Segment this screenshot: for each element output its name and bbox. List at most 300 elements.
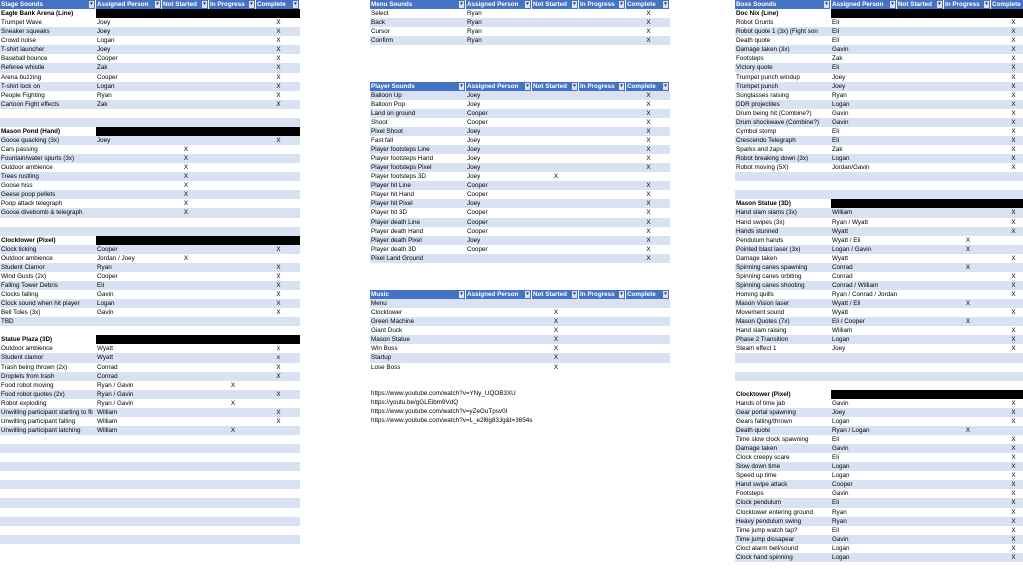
- complete-cell[interactable]: X: [1011, 209, 1016, 217]
- assigned-person-cell[interactable]: [831, 181, 897, 190]
- not-started-cell[interactable]: [897, 308, 944, 317]
- assigned-person-cell[interactable]: [466, 308, 532, 317]
- assigned-person-cell[interactable]: Eli: [832, 454, 839, 462]
- sound-name-cell[interactable]: Damage taken (3x): [736, 46, 790, 54]
- assigned-person-cell[interactable]: Wyatt / Eli: [832, 236, 861, 244]
- sound-name-cell[interactable]: Giant Duck: [371, 327, 403, 335]
- not-started-cell[interactable]: [162, 18, 209, 27]
- assigned-person-cell[interactable]: [96, 317, 162, 326]
- sound-name-cell[interactable]: Clock sound when hit player: [1, 300, 80, 308]
- in-progress-cell[interactable]: [579, 326, 626, 335]
- sound-name-cell[interactable]: Death quote: [736, 37, 771, 45]
- assigned-person-cell[interactable]: [96, 444, 162, 453]
- not-started-cell[interactable]: [532, 18, 579, 27]
- not-started-cell[interactable]: [162, 444, 209, 453]
- not-started-cell[interactable]: [897, 281, 944, 290]
- complete-cell[interactable]: X: [1011, 272, 1016, 280]
- sound-name-cell[interactable]: Player hit Pixel: [371, 200, 413, 208]
- sound-name-cell[interactable]: Cursor: [371, 28, 390, 36]
- not-started-cell[interactable]: X: [553, 309, 559, 317]
- in-progress-cell[interactable]: [579, 190, 626, 199]
- sound-name-cell[interactable]: [735, 372, 831, 381]
- complete-cell[interactable]: X: [1011, 517, 1016, 525]
- in-progress-cell[interactable]: [944, 109, 991, 118]
- in-progress-cell[interactable]: [944, 100, 991, 109]
- complete-cell[interactable]: X: [1011, 46, 1016, 54]
- sound-name-cell[interactable]: Balloon Pop: [371, 100, 405, 108]
- not-started-cell[interactable]: [897, 426, 944, 435]
- complete-cell[interactable]: [256, 154, 300, 163]
- sound-name-cell[interactable]: Trash being thrown (2x): [1, 363, 68, 371]
- sound-name-cell[interactable]: Gears falling/thrown: [736, 417, 792, 425]
- sound-name-cell[interactable]: [0, 508, 96, 517]
- section-title[interactable]: Eagle Bank Arena (Line): [1, 10, 74, 18]
- in-progress-cell[interactable]: [209, 82, 256, 91]
- not-started-cell[interactable]: [162, 390, 209, 399]
- not-started-cell[interactable]: [162, 73, 209, 82]
- sound-name-cell[interactable]: Land on ground: [371, 109, 416, 117]
- in-progress-cell[interactable]: [579, 163, 626, 172]
- sound-name-cell[interactable]: Robot Grunts: [736, 19, 774, 27]
- assigned-person-cell[interactable]: Eli: [832, 136, 839, 144]
- section-title[interactable]: Statue Plaza (3D): [1, 336, 53, 344]
- not-started-cell[interactable]: [162, 326, 209, 335]
- in-progress-cell[interactable]: [579, 236, 626, 245]
- complete-cell[interactable]: [256, 227, 300, 236]
- not-started-cell[interactable]: [897, 417, 944, 426]
- in-progress-cell[interactable]: [209, 100, 256, 109]
- assigned-person-cell[interactable]: Zak: [97, 100, 108, 108]
- complete-cell[interactable]: [256, 462, 300, 471]
- assigned-person-cell[interactable]: [96, 181, 162, 190]
- assigned-person-cell[interactable]: Joey: [97, 19, 111, 27]
- in-progress-cell[interactable]: [579, 145, 626, 154]
- complete-cell[interactable]: [256, 471, 300, 480]
- in-progress-cell[interactable]: [944, 308, 991, 317]
- sound-name-cell[interactable]: Fountain/water spurts (3x): [1, 155, 75, 163]
- assigned-person-cell[interactable]: [96, 498, 162, 507]
- in-progress-cell[interactable]: [944, 453, 991, 462]
- complete-cell[interactable]: [256, 199, 300, 208]
- complete-cell[interactable]: X: [1011, 544, 1016, 552]
- sound-name-cell[interactable]: Mason Statue: [371, 336, 410, 344]
- complete-cell[interactable]: [256, 489, 300, 498]
- sound-name-cell[interactable]: [0, 435, 96, 444]
- complete-cell[interactable]: [256, 254, 300, 263]
- not-started-cell[interactable]: [897, 227, 944, 236]
- complete-cell[interactable]: X: [1011, 146, 1016, 153]
- not-started-cell[interactable]: [897, 553, 944, 562]
- assigned-person-cell[interactable]: Ryan / Logan: [832, 426, 870, 434]
- not-started-cell[interactable]: [162, 308, 209, 317]
- complete-cell[interactable]: X: [646, 28, 651, 36]
- assigned-person-cell[interactable]: Eli: [832, 37, 839, 45]
- sound-name-cell[interactable]: Drum shockwave (Combine?): [736, 118, 819, 126]
- not-started-cell[interactable]: [897, 498, 944, 507]
- not-started-cell[interactable]: [162, 363, 209, 372]
- assigned-person-cell[interactable]: William: [97, 417, 118, 425]
- not-started-cell[interactable]: [897, 172, 944, 181]
- complete-cell[interactable]: X: [646, 91, 651, 99]
- in-progress-cell[interactable]: [579, 218, 626, 227]
- complete-cell[interactable]: [256, 381, 300, 390]
- in-progress-cell[interactable]: [944, 82, 991, 91]
- not-started-cell[interactable]: [162, 453, 209, 462]
- sound-name-cell[interactable]: Robot moving (5X): [736, 164, 789, 172]
- assigned-person-cell[interactable]: Ryan: [832, 91, 847, 99]
- sound-name-cell[interactable]: Hand slam slams (3x): [736, 209, 797, 217]
- complete-cell[interactable]: X: [1011, 155, 1016, 163]
- sound-name-cell[interactable]: Baseball bounce: [1, 55, 48, 63]
- in-progress-cell[interactable]: X: [965, 263, 971, 271]
- not-started-cell[interactable]: [897, 462, 944, 471]
- complete-cell[interactable]: X: [646, 136, 651, 144]
- in-progress-cell[interactable]: [944, 172, 991, 181]
- sound-name-cell[interactable]: Cymbol stomp: [736, 127, 777, 135]
- sound-name-cell[interactable]: Player hit Hand: [371, 191, 415, 199]
- not-started-cell[interactable]: [532, 254, 579, 263]
- complete-cell[interactable]: [256, 109, 300, 118]
- sound-name-cell[interactable]: [0, 517, 96, 526]
- sound-name-cell[interactable]: Goose quacking (3x): [1, 136, 60, 144]
- reference-link[interactable]: https://www.youtube.com/watch?v=L_e2l6g83Jg&t=3654s: [371, 417, 533, 425]
- in-progress-cell[interactable]: [209, 118, 256, 127]
- complete-cell[interactable]: X: [1011, 55, 1016, 63]
- in-progress-cell[interactable]: [209, 290, 256, 299]
- not-started-cell[interactable]: [897, 45, 944, 54]
- not-started-cell[interactable]: [897, 372, 944, 381]
- in-progress-cell[interactable]: X: [230, 426, 236, 434]
- not-started-cell[interactable]: [162, 100, 209, 109]
- not-started-cell[interactable]: [162, 408, 209, 417]
- complete-cell[interactable]: X: [1011, 463, 1016, 471]
- not-started-cell[interactable]: [162, 299, 209, 308]
- complete-cell[interactable]: [991, 426, 1023, 435]
- complete-cell[interactable]: X: [1011, 254, 1016, 262]
- sound-name-cell[interactable]: Damage taken: [736, 445, 777, 453]
- not-started-cell[interactable]: [897, 208, 944, 217]
- in-progress-cell[interactable]: [944, 290, 991, 299]
- column-header-filter[interactable]: Complete ▾: [626, 82, 670, 91]
- sound-name-cell[interactable]: Sunglasses raising: [736, 91, 789, 99]
- assigned-person-cell[interactable]: Joey: [97, 136, 111, 144]
- assigned-person-cell[interactable]: Joey: [832, 73, 846, 81]
- not-started-cell[interactable]: [897, 363, 944, 372]
- sound-name-cell[interactable]: Sneaker squeaks: [1, 28, 50, 36]
- in-progress-cell[interactable]: [944, 45, 991, 54]
- assigned-person-cell[interactable]: [96, 145, 162, 154]
- in-progress-cell[interactable]: [944, 489, 991, 498]
- sound-name-cell[interactable]: Shoot: [371, 118, 388, 126]
- assigned-person-cell[interactable]: Joey: [467, 136, 481, 144]
- in-progress-cell[interactable]: X: [965, 236, 971, 244]
- column-header-filter[interactable]: In Progress ▾: [579, 290, 626, 299]
- section-header-fill[interactable]: [96, 335, 300, 344]
- assigned-person-cell[interactable]: [466, 363, 532, 372]
- not-started-cell[interactable]: [897, 218, 944, 227]
- assigned-person-cell[interactable]: Zak: [832, 146, 843, 153]
- in-progress-cell[interactable]: [579, 363, 626, 372]
- assigned-person-cell[interactable]: Joey: [832, 82, 846, 90]
- complete-cell[interactable]: X: [276, 390, 281, 398]
- in-progress-cell[interactable]: [579, 344, 626, 353]
- assigned-person-cell[interactable]: Cooper: [467, 218, 488, 226]
- sound-name-cell[interactable]: Footsteps: [736, 490, 764, 498]
- complete-cell[interactable]: X: [276, 263, 281, 271]
- not-started-cell[interactable]: [162, 508, 209, 517]
- assigned-person-cell[interactable]: Joey: [832, 408, 846, 416]
- not-started-cell[interactable]: X: [183, 254, 189, 262]
- sound-name-cell[interactable]: Clock hand spinning: [736, 553, 793, 561]
- in-progress-cell[interactable]: [944, 136, 991, 145]
- assigned-person-cell[interactable]: Conrad: [97, 372, 118, 380]
- sound-name-cell[interactable]: Hand swipes (3x): [736, 218, 785, 226]
- in-progress-cell[interactable]: X: [230, 399, 236, 407]
- complete-cell[interactable]: [991, 372, 1023, 381]
- assigned-person-cell[interactable]: [466, 353, 532, 362]
- assigned-person-cell[interactable]: Zak: [832, 55, 843, 63]
- assigned-person-cell[interactable]: Wyatt: [832, 227, 849, 235]
- section-header-fill[interactable]: [96, 236, 300, 245]
- complete-cell[interactable]: X: [646, 146, 651, 154]
- not-started-cell[interactable]: [162, 480, 209, 489]
- in-progress-cell[interactable]: [579, 36, 626, 45]
- complete-cell[interactable]: X: [646, 109, 651, 117]
- complete-cell[interactable]: X: [646, 236, 651, 244]
- assigned-person-cell[interactable]: Joey: [467, 91, 481, 99]
- assigned-person-cell[interactable]: Cooper: [467, 191, 488, 199]
- not-started-cell[interactable]: [897, 236, 944, 245]
- complete-cell[interactable]: X: [1011, 136, 1016, 144]
- assigned-person-cell[interactable]: Joey: [467, 127, 481, 135]
- complete-cell[interactable]: X: [646, 164, 651, 172]
- not-started-cell[interactable]: X: [183, 182, 189, 190]
- in-progress-cell[interactable]: [209, 199, 256, 208]
- section-header-fill[interactable]: [831, 390, 1023, 399]
- sound-name-cell[interactable]: [0, 526, 96, 535]
- assigned-person-cell[interactable]: Joey: [467, 164, 481, 172]
- assigned-person-cell[interactable]: Gavin: [97, 291, 114, 298]
- column-header-filter[interactable]: Not Started ▾: [162, 0, 209, 9]
- assigned-person-cell[interactable]: Ryan: [97, 263, 112, 271]
- in-progress-cell[interactable]: [944, 91, 991, 100]
- in-progress-cell[interactable]: [944, 118, 991, 127]
- sound-name-cell[interactable]: Player death 3D: [371, 245, 417, 253]
- assigned-person-cell[interactable]: [96, 154, 162, 163]
- column-header-filter[interactable]: Complete ▾: [626, 290, 670, 299]
- in-progress-cell[interactable]: [209, 326, 256, 335]
- not-started-cell[interactable]: X: [183, 146, 189, 153]
- not-started-cell[interactable]: [897, 299, 944, 308]
- complete-cell[interactable]: [256, 118, 300, 127]
- section-title[interactable]: Mason Statue (3D): [736, 200, 791, 208]
- in-progress-cell[interactable]: [579, 18, 626, 27]
- in-progress-cell[interactable]: [209, 227, 256, 236]
- assigned-person-cell[interactable]: [831, 172, 897, 181]
- in-progress-cell[interactable]: [579, 27, 626, 36]
- sound-name-cell[interactable]: [735, 172, 831, 181]
- complete-cell[interactable]: X: [1011, 100, 1016, 108]
- assigned-person-cell[interactable]: Ryan: [467, 37, 482, 45]
- assigned-person-cell[interactable]: Joey: [467, 100, 481, 108]
- in-progress-cell[interactable]: [944, 544, 991, 553]
- assigned-person-cell[interactable]: Cooper: [97, 73, 118, 81]
- sound-name-cell[interactable]: Player hit Line: [371, 182, 411, 190]
- assigned-person-cell[interactable]: Wyatt: [97, 345, 114, 353]
- sound-name-cell[interactable]: Hand slam raising: [736, 327, 787, 335]
- in-progress-cell[interactable]: [209, 480, 256, 489]
- sound-name-cell[interactable]: Menu: [371, 300, 387, 308]
- in-progress-cell[interactable]: [209, 408, 256, 417]
- complete-cell[interactable]: [626, 172, 670, 181]
- not-started-cell[interactable]: X: [553, 363, 559, 371]
- sound-name-cell[interactable]: [735, 381, 831, 390]
- sound-name-cell[interactable]: Heavy pendulum swing: [736, 517, 802, 525]
- section-header-fill[interactable]: [96, 127, 300, 136]
- not-started-cell[interactable]: X: [183, 173, 189, 181]
- assigned-person-cell[interactable]: [466, 326, 532, 335]
- not-started-cell[interactable]: [162, 526, 209, 535]
- not-started-cell[interactable]: [162, 263, 209, 272]
- sound-name-cell[interactable]: Robot quote 1 (3x) (Fight son: [736, 28, 818, 36]
- assigned-person-cell[interactable]: William: [832, 209, 853, 217]
- sound-name-cell[interactable]: Arena buzzing: [1, 73, 42, 81]
- in-progress-cell[interactable]: [579, 9, 626, 18]
- assigned-person-cell[interactable]: [96, 489, 162, 498]
- complete-cell[interactable]: X: [1011, 218, 1016, 226]
- column-header-filter[interactable]: Complete ▾: [991, 0, 1023, 9]
- in-progress-cell[interactable]: [944, 444, 991, 453]
- complete-cell[interactable]: [626, 317, 670, 326]
- in-progress-cell[interactable]: [209, 544, 256, 553]
- assigned-person-cell[interactable]: Eli / Cooper: [832, 318, 865, 326]
- assigned-person-cell[interactable]: [96, 199, 162, 208]
- sound-name-cell[interactable]: [0, 118, 96, 127]
- in-progress-cell[interactable]: [944, 353, 991, 362]
- assigned-person-cell[interactable]: Jordan/Gavin: [832, 164, 870, 172]
- sound-name-cell[interactable]: Outdoor ambience: [1, 254, 53, 262]
- in-progress-cell[interactable]: [209, 281, 256, 290]
- not-started-cell[interactable]: [532, 163, 579, 172]
- not-started-cell[interactable]: X: [183, 191, 189, 199]
- not-started-cell[interactable]: [897, 190, 944, 199]
- assigned-person-cell[interactable]: Conrad: [832, 263, 853, 271]
- not-started-cell[interactable]: [162, 136, 209, 145]
- assigned-person-cell[interactable]: [96, 208, 162, 217]
- not-started-cell[interactable]: [897, 263, 944, 272]
- assigned-person-cell[interactable]: Logan: [97, 82, 115, 90]
- sound-name-cell[interactable]: Poop attack telegraph: [1, 200, 63, 208]
- in-progress-cell[interactable]: [209, 444, 256, 453]
- complete-cell[interactable]: X: [276, 100, 281, 108]
- not-started-cell[interactable]: [897, 254, 944, 263]
- in-progress-cell[interactable]: [209, 462, 256, 471]
- complete-cell[interactable]: X: [646, 182, 651, 190]
- in-progress-cell[interactable]: [944, 526, 991, 535]
- in-progress-cell[interactable]: [579, 172, 626, 181]
- assigned-person-cell[interactable]: [96, 163, 162, 172]
- sound-name-cell[interactable]: Food robot moving: [1, 381, 54, 389]
- assigned-person-cell[interactable]: Gavin: [832, 118, 849, 126]
- complete-cell[interactable]: X: [646, 37, 651, 45]
- complete-cell[interactable]: X: [276, 64, 281, 72]
- in-progress-cell[interactable]: [209, 498, 256, 507]
- assigned-person-cell[interactable]: [831, 190, 897, 199]
- complete-cell[interactable]: X: [646, 191, 651, 199]
- not-started-cell[interactable]: [162, 544, 209, 553]
- assigned-person-cell[interactable]: William: [97, 408, 118, 416]
- complete-cell[interactable]: [256, 426, 300, 435]
- in-progress-cell[interactable]: [209, 154, 256, 163]
- assigned-person-cell[interactable]: [831, 381, 897, 390]
- assigned-person-cell[interactable]: Ryan: [97, 91, 112, 99]
- in-progress-cell[interactable]: [209, 145, 256, 154]
- in-progress-cell[interactable]: [944, 281, 991, 290]
- in-progress-cell[interactable]: [944, 18, 991, 27]
- complete-cell[interactable]: [626, 299, 670, 308]
- assigned-person-cell[interactable]: [96, 453, 162, 462]
- sound-name-cell[interactable]: [0, 326, 96, 335]
- not-started-cell[interactable]: X: [553, 318, 559, 326]
- assigned-person-cell[interactable]: Cooper: [467, 109, 488, 117]
- in-progress-cell[interactable]: [944, 553, 991, 562]
- sound-name-cell[interactable]: Clocks falling: [1, 291, 39, 298]
- in-progress-cell[interactable]: [209, 517, 256, 526]
- sound-name-cell[interactable]: Win Boss: [371, 345, 398, 353]
- complete-cell[interactable]: [256, 181, 300, 190]
- sound-name-cell[interactable]: Sparks and zaps: [736, 146, 783, 153]
- assigned-person-cell[interactable]: Gavin: [832, 46, 849, 54]
- not-started-cell[interactable]: [162, 489, 209, 498]
- assigned-person-cell[interactable]: [96, 172, 162, 181]
- in-progress-cell[interactable]: [944, 163, 991, 172]
- sound-name-cell[interactable]: Student clamor: [1, 354, 44, 362]
- complete-cell[interactable]: X: [1011, 327, 1016, 335]
- assigned-person-cell[interactable]: [96, 109, 162, 118]
- in-progress-cell[interactable]: [944, 535, 991, 544]
- sound-name-cell[interactable]: Crowd noise: [1, 37, 36, 45]
- column-header-filter[interactable]: Not Started ▾: [897, 0, 944, 9]
- in-progress-cell[interactable]: [944, 381, 991, 390]
- not-started-cell[interactable]: X: [553, 327, 559, 335]
- in-progress-cell[interactable]: [209, 471, 256, 480]
- sound-name-cell[interactable]: People Fighting: [1, 91, 45, 99]
- in-progress-cell[interactable]: [944, 218, 991, 227]
- assigned-person-cell[interactable]: [96, 118, 162, 127]
- assigned-person-cell[interactable]: William: [97, 426, 118, 434]
- not-started-cell[interactable]: [162, 462, 209, 471]
- not-started-cell[interactable]: [897, 544, 944, 553]
- in-progress-cell[interactable]: [579, 109, 626, 118]
- sound-name-cell[interactable]: Time jump watch tap?: [736, 526, 798, 534]
- complete-cell[interactable]: X: [1011, 19, 1016, 27]
- sound-name-cell[interactable]: [0, 453, 96, 462]
- not-started-cell[interactable]: [897, 154, 944, 163]
- not-started-cell[interactable]: [897, 18, 944, 27]
- assigned-person-cell[interactable]: Cooper: [97, 55, 118, 63]
- not-started-cell[interactable]: [532, 236, 579, 245]
- complete-cell[interactable]: X: [1011, 436, 1016, 443]
- reference-link[interactable]: https://www.youtube.com/watch?v=YNy_UQOB3XU: [371, 390, 516, 397]
- assigned-person-cell[interactable]: Logan: [832, 155, 850, 163]
- in-progress-cell[interactable]: [209, 299, 256, 308]
- in-progress-cell[interactable]: [579, 308, 626, 317]
- in-progress-cell[interactable]: [944, 181, 991, 190]
- sound-name-cell[interactable]: Spinning canes orbiting: [736, 272, 802, 280]
- sound-name-cell[interactable]: Pixel Land Ground: [371, 254, 424, 262]
- complete-cell[interactable]: [626, 308, 670, 317]
- in-progress-cell[interactable]: [579, 335, 626, 344]
